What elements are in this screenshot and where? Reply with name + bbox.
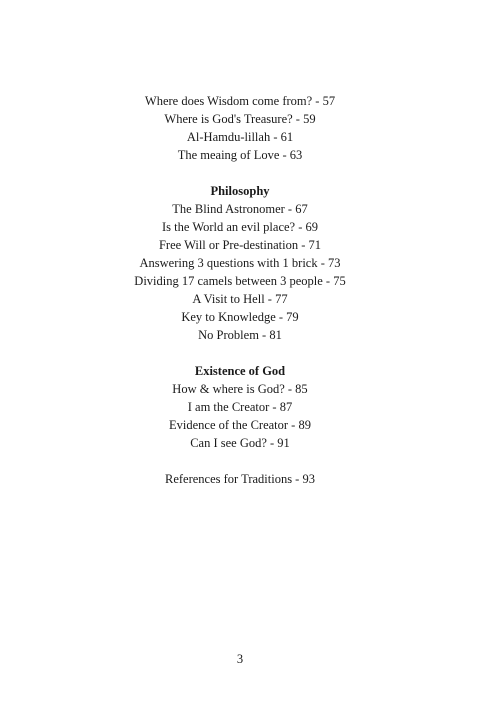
toc-entry: Where is God's Treasure? - 59 <box>164 112 316 126</box>
section-spacer <box>0 452 480 470</box>
section-spacer <box>0 344 480 362</box>
toc-entry: Is the World an evil place? - 69 <box>162 220 318 234</box>
section-heading-existence-of-god: Existence of God <box>194 364 286 378</box>
toc-entry-references: References for Traditions - 93 <box>165 472 315 486</box>
toc-entry: The Blind Astronomer - 67 <box>172 202 308 216</box>
toc-entry: Al-Hamdu-lillah - 61 <box>186 130 294 144</box>
toc-entry: Can I see God? - 91 <box>190 436 290 450</box>
toc-entry: Evidence of the Creator - 89 <box>169 418 311 432</box>
page-number: 3 <box>236 652 244 666</box>
toc-entry: The meaing of Love - 63 <box>177 148 303 162</box>
toc-entry: Free Will or Pre-destination - 71 <box>158 238 322 252</box>
section-spacer <box>0 164 480 182</box>
toc-entry: Where does Wisdom come from? - 57 <box>144 94 336 108</box>
toc-entry: Key to Knowledge - 79 <box>181 310 299 324</box>
toc-entry: Answering 3 questions with 1 brick - 73 <box>139 256 341 270</box>
toc-entry: No Problem - 81 <box>198 328 282 342</box>
table-of-contents <box>0 92 480 488</box>
toc-entry: I am the Creator - 87 <box>187 400 293 414</box>
toc-entry: Dividing 17 camels between 3 people - 75 <box>134 274 346 288</box>
section-heading-philosophy: Philosophy <box>210 184 270 198</box>
toc-entry: How & where is God? - 85 <box>172 382 308 396</box>
toc-entry: A Visit to Hell - 77 <box>192 292 288 306</box>
